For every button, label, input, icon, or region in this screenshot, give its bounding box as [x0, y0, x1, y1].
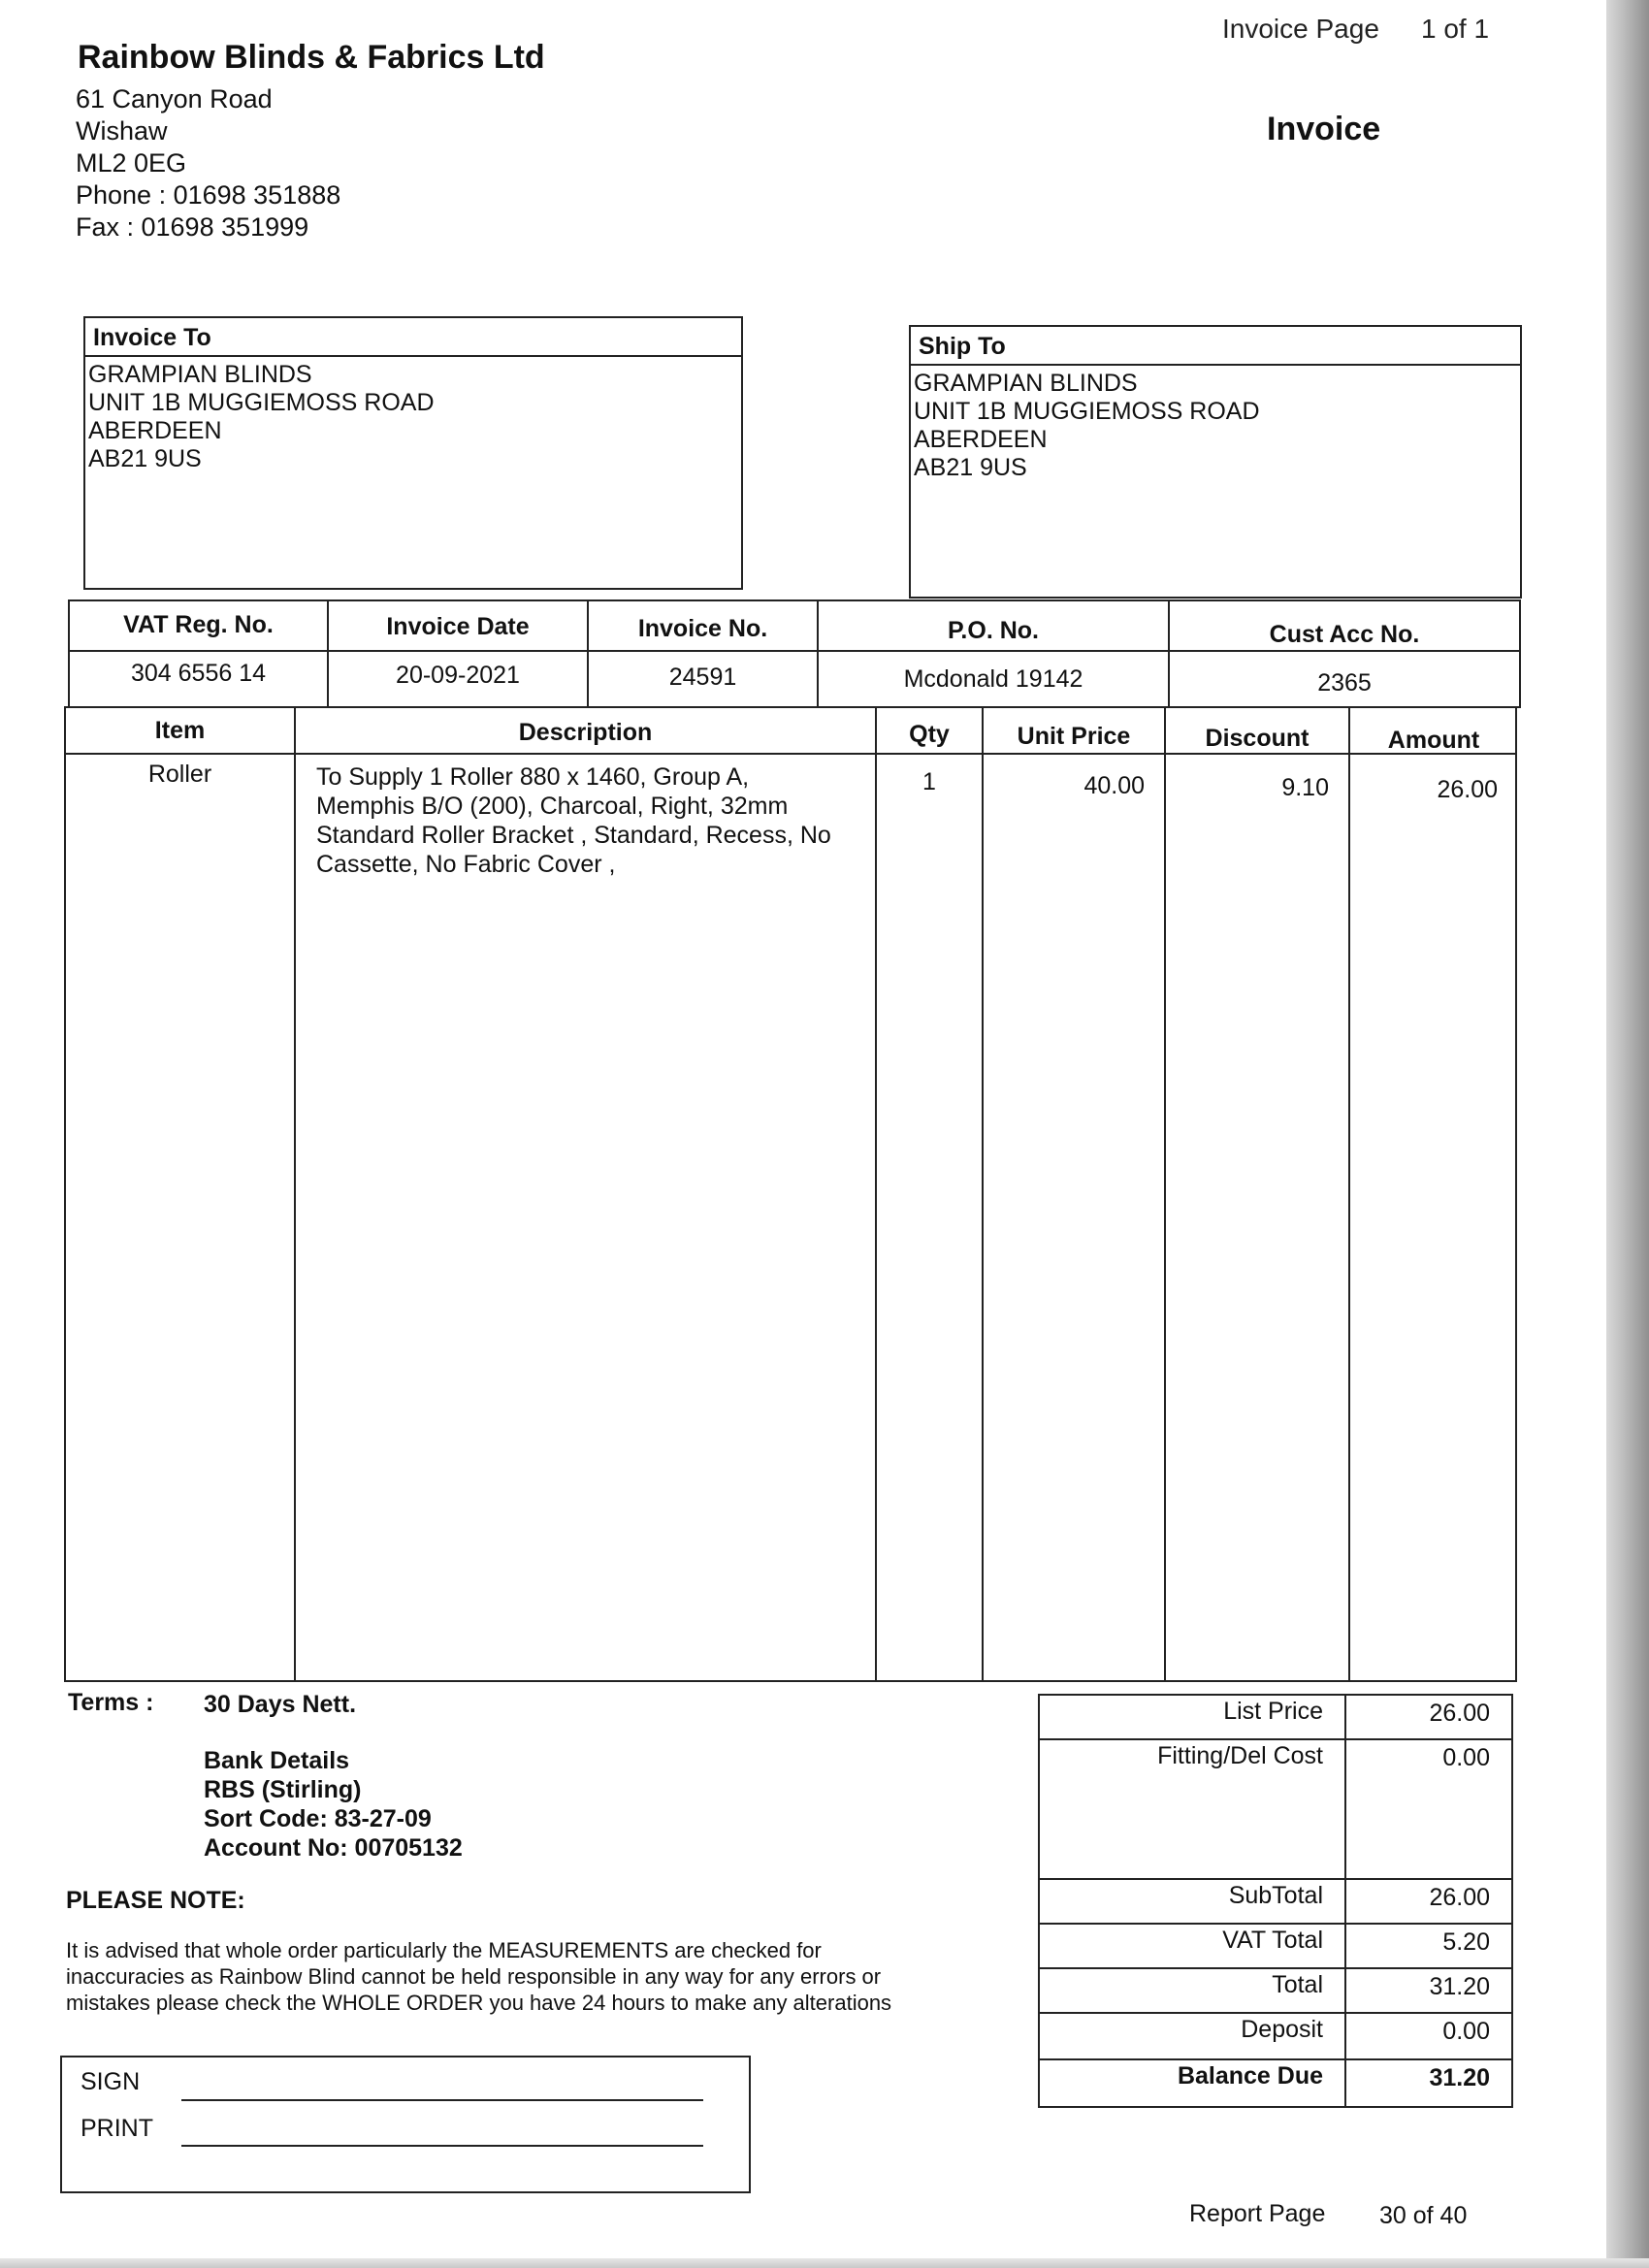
scan-edge-shadow	[1606, 0, 1649, 2268]
ship-to-line: ABERDEEN	[914, 426, 1048, 453]
bank-details-line: Account No: 00705132	[204, 1834, 463, 1862]
please-note-text	[66, 1937, 891, 2016]
company-name: Rainbow Blinds & Fabrics Ltd	[78, 39, 545, 76]
items-table-divider	[875, 706, 877, 1682]
header-description: Description	[518, 719, 653, 746]
scan-bottom-edge	[0, 2258, 1649, 2268]
total-value-fitting-del-cost: 0.00	[1442, 1744, 1490, 1771]
row-description-line: Memphis B/O (200), Charcoal, Right, 32mm	[316, 793, 789, 820]
terms-label: Terms :	[68, 1689, 154, 1716]
company-phone: Phone : 01698 351888	[76, 180, 341, 210]
page-header-page-count: 1 of 1	[1421, 14, 1490, 44]
ship-to-label: Ship To	[911, 327, 1520, 366]
row-item: Roller	[147, 761, 212, 788]
totals-divider	[1038, 1878, 1513, 1880]
document-title: Invoice	[1267, 111, 1381, 147]
totals-divider	[1038, 1738, 1513, 1740]
value-vat-reg-no: 304 6556 14	[130, 660, 267, 687]
total-label-vat-total: VAT Total	[1222, 1927, 1323, 1954]
total-value-total: 31.20	[1429, 1973, 1490, 2000]
sign-line	[181, 2099, 703, 2101]
row-unit-price: 40.00	[1083, 772, 1145, 799]
items-table-divider	[294, 706, 296, 1682]
total-value-balance-due: 31.20	[1429, 2064, 1490, 2091]
totals-divider	[1038, 2058, 1513, 2060]
total-value-subtotal: 26.00	[1429, 1884, 1490, 1911]
invoice-to-line: UNIT 1B MUGGIEMOSS ROAD	[88, 389, 435, 416]
row-description-line: To Supply 1 Roller 880 x 1460, Group A,	[316, 763, 750, 791]
bank-details-line: Sort Code: 83-27-09	[204, 1805, 432, 1832]
page-header-invoice-page: Invoice Page	[1222, 14, 1379, 44]
ship-to-line: GRAMPIAN BLINDS	[914, 370, 1138, 397]
row-discount: 9.10	[1281, 774, 1329, 801]
invoice-to-line: GRAMPIAN BLINDS	[88, 361, 312, 388]
report-page-value: 30 of 40	[1379, 2202, 1468, 2229]
total-value-vat-total: 5.20	[1442, 1928, 1490, 1956]
ship-to-address	[911, 366, 1520, 486]
please-note-line: mistakes please check the WHOLE ORDER you have 24 hours to make any alterations	[66, 1991, 892, 2015]
row-description-line: Cassette, No Fabric Cover ,	[316, 851, 616, 878]
items-table-divider	[1164, 706, 1166, 1682]
header-qty: Qty	[909, 721, 950, 748]
header-vat-reg-no: VAT Reg. No.	[123, 611, 274, 638]
total-label-deposit: Deposit	[1241, 2016, 1323, 2043]
value-invoice-no: 24591	[668, 664, 737, 691]
header-item: Item	[154, 717, 206, 744]
header-unit-price: Unit Price	[1017, 723, 1131, 750]
total-value-deposit: 0.00	[1442, 2018, 1490, 2045]
row-description-line: Standard Roller Bracket , Standard, Recess, No	[316, 822, 831, 849]
please-note-title: PLEASE NOTE:	[66, 1887, 245, 1914]
items-table-divider	[1348, 706, 1350, 1682]
total-value-list-price: 26.00	[1429, 1700, 1490, 1727]
sign-label: SIGN	[81, 2068, 141, 2095]
totals-divider	[1038, 2012, 1513, 2014]
company-address-line-1: 61 Canyon Road	[76, 84, 273, 113]
company-fax: Fax : 01698 351999	[76, 212, 309, 242]
bank-details-line: Bank Details	[204, 1747, 350, 1774]
header-discount: Discount	[1205, 725, 1310, 752]
value-po-no: Mcdonald 19142	[903, 665, 1083, 693]
print-label: PRINT	[81, 2115, 153, 2142]
total-label-fitting-del-cost: Fitting/Del Cost	[1157, 1742, 1323, 1769]
invoice-to-label: Invoice To	[85, 318, 741, 357]
please-note-line: inaccuracies as Rainbow Blind cannot be held responsible in any way for any errors or	[66, 1964, 882, 1989]
invoice-to-box	[83, 316, 743, 590]
signature-box	[60, 2056, 751, 2193]
invoice-to-address	[85, 357, 741, 477]
totals-divider	[1038, 1923, 1513, 1925]
total-label-total: Total	[1272, 1971, 1323, 1998]
print-line	[181, 2145, 703, 2147]
bank-details	[204, 1746, 463, 1863]
ship-to-line: AB21 9US	[914, 454, 1027, 481]
value-invoice-date: 20-09-2021	[396, 662, 520, 689]
invoice-to-line: AB21 9US	[88, 445, 202, 472]
totals-divider	[1344, 1694, 1346, 2108]
bank-details-line: RBS (Stirling)	[204, 1776, 362, 1803]
ship-to-line: UNIT 1B MUGGIEMOSS ROAD	[914, 398, 1260, 425]
report-page-label: Report Page	[1189, 2200, 1326, 2227]
header-amount: Amount	[1387, 727, 1480, 754]
total-label-subtotal: SubTotal	[1228, 1882, 1323, 1909]
terms-value: 30 Days Nett.	[204, 1691, 357, 1718]
ship-to-box	[909, 325, 1522, 599]
value-cust-acc-no: 2365	[1317, 669, 1372, 697]
invoice-to-line: ABERDEEN	[88, 417, 222, 444]
header-invoice-date: Invoice Date	[386, 613, 530, 640]
totals-divider	[1038, 1967, 1513, 1969]
please-note-line: It is advised that whole order particularly the MEASUREMENTS are checked for	[66, 1938, 822, 1962]
items-table-divider	[982, 706, 984, 1682]
total-label-balance-due: Balance Due	[1177, 2062, 1323, 2090]
header-po-no: P.O. No.	[947, 617, 1039, 644]
row-qty: 1	[922, 768, 936, 795]
company-address-line-2: Wishaw	[76, 116, 168, 146]
row-amount: 26.00	[1437, 776, 1498, 803]
total-label-list-price: List Price	[1223, 1698, 1323, 1725]
row-description	[316, 762, 871, 879]
header-cust-acc-no: Cust Acc No.	[1269, 621, 1420, 648]
header-invoice-no: Invoice No.	[637, 615, 768, 642]
company-address-line-3: ML2 0EG	[76, 148, 187, 178]
